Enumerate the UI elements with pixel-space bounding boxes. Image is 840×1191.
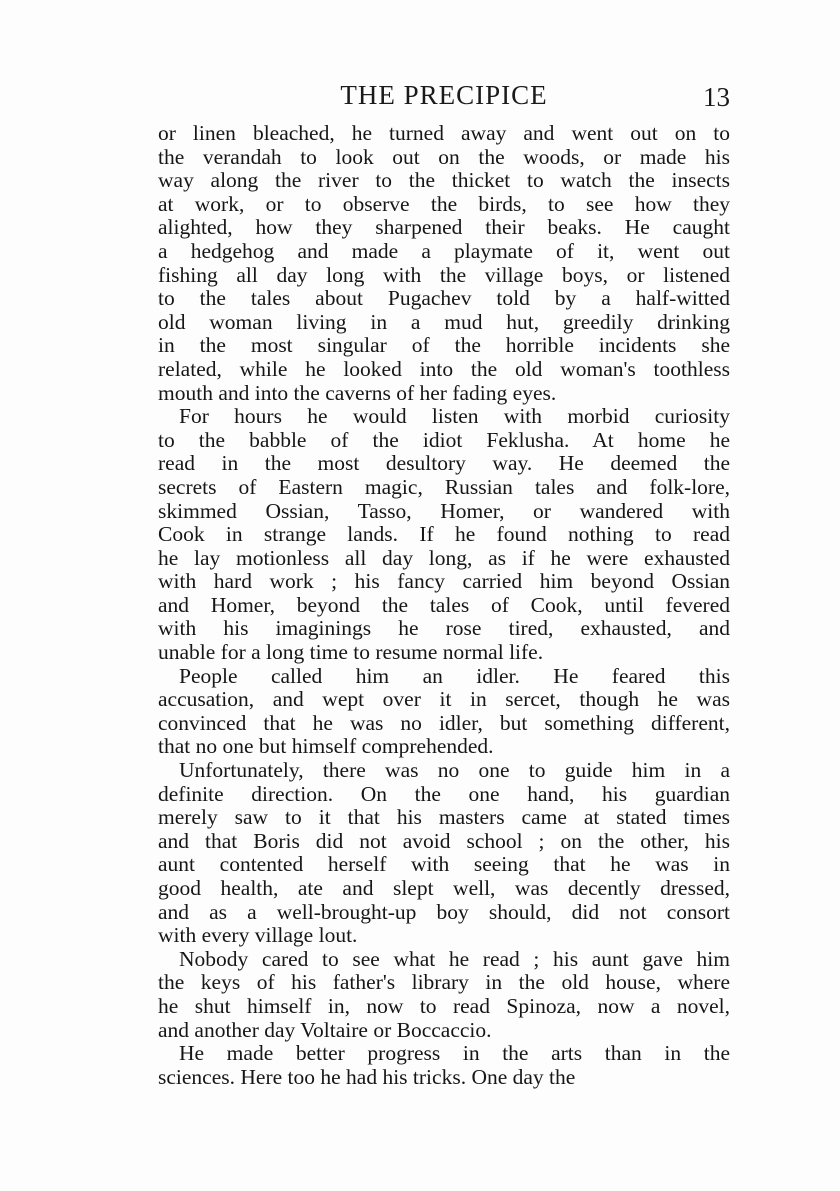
page-number: 13 <box>703 82 730 112</box>
text-line: and as a well-brought-up boy should, did not consort <box>158 899 730 924</box>
text-line: Unfortunately, there was no one to guide him in a <box>179 758 730 783</box>
text-line: secrets of Eastern magic, Russian tales and folk-lore, <box>158 474 730 499</box>
text-line: the verandah to look out on the woods, or made his <box>158 144 730 169</box>
text-line: old woman living in a mud hut, greedily drinking <box>158 309 730 334</box>
paragraph <box>158 759 730 948</box>
text-line: way along the river to the thicket to watch the insects <box>158 168 730 193</box>
paragraph <box>158 665 730 759</box>
body-text <box>158 122 730 1089</box>
text-line: at work, or to observe the birds, to see how they <box>158 191 730 216</box>
text-line: with hard work ; his fancy carried him beyond Ossian <box>158 569 730 594</box>
text-line: sciences. Here too he had his tricks. One day the <box>158 1064 576 1089</box>
text-line: good health, ate and slept well, was decently dressed, <box>158 876 730 900</box>
text-line: Nobody cared to see what he read ; his aunt gave him <box>179 946 730 971</box>
text-line: he shut himself in, now to read Spinoza, now a novel, <box>158 993 730 1018</box>
text-line: For hours he would listen with morbid curiosity <box>179 404 730 429</box>
paragraph <box>158 405 730 665</box>
paragraph <box>158 948 730 1042</box>
text-line: mouth and into the caverns of her fading eyes. <box>158 380 557 405</box>
text-line: People called him an idler. He feared this <box>179 663 730 688</box>
text-line: aunt contented herself with seeing that he was in <box>158 852 730 877</box>
text-line: to the babble of the idiot Feklusha. At home he <box>158 427 730 452</box>
text-line: in the most singular of the horrible incidents she <box>158 333 730 358</box>
running-title: THE PRECIPICE <box>340 80 548 110</box>
text-line: the keys of his father's library in the old house, where <box>158 970 730 995</box>
text-line: a hedgehog and made a playmate of it, went out <box>158 238 730 263</box>
text-line: He made better progress in the arts than in the <box>179 1041 730 1066</box>
text-line: skimmed Ossian, Tasso, Homer, or wandered with <box>158 498 730 523</box>
text-line: read in the most desultory way. He deemed the <box>158 451 730 476</box>
paragraph <box>158 122 730 405</box>
text-line: he lay motionless all day long, as if he were exhausted <box>158 545 730 570</box>
page-header <box>158 80 730 116</box>
text-line: fishing all day long with the village boys, or listened <box>158 262 730 287</box>
text-line: and that Boris did not avoid school ; on the other, his <box>158 828 730 853</box>
text-line: Cook in strange lands. If he found nothing to read <box>158 522 730 547</box>
text-line: related, while he looked into the old woman's toothless <box>158 356 730 381</box>
text-line: definite direction. On the one hand, his guardian <box>158 781 730 806</box>
text-line: with his imaginings he rose tired, exhausted, and <box>158 616 730 641</box>
text-line: and another day Voltaire or Boccaccio. <box>158 1017 492 1042</box>
text-line: unable for a long time to resume normal life. <box>158 640 544 665</box>
text-line: merely saw to it that his masters came at stated times <box>158 805 730 830</box>
text-line: that no one but himself comprehended. <box>158 734 494 759</box>
text-line: with every village lout. <box>158 923 358 948</box>
text-line: accusation, and wept over it in sercet, though he was <box>158 687 730 712</box>
text-line: convinced that he was no idler, but something different, <box>158 710 730 735</box>
text-line: alighted, how they sharpened their beaks. He caught <box>158 215 730 240</box>
text-line: and Homer, beyond the tales of Cook, until fevered <box>158 592 730 617</box>
text-line: or linen bleached, he turned away and went out on to <box>158 121 730 145</box>
paragraph <box>158 1042 730 1089</box>
text-line: to the tales about Pugachev told by a half-witted <box>158 286 730 311</box>
